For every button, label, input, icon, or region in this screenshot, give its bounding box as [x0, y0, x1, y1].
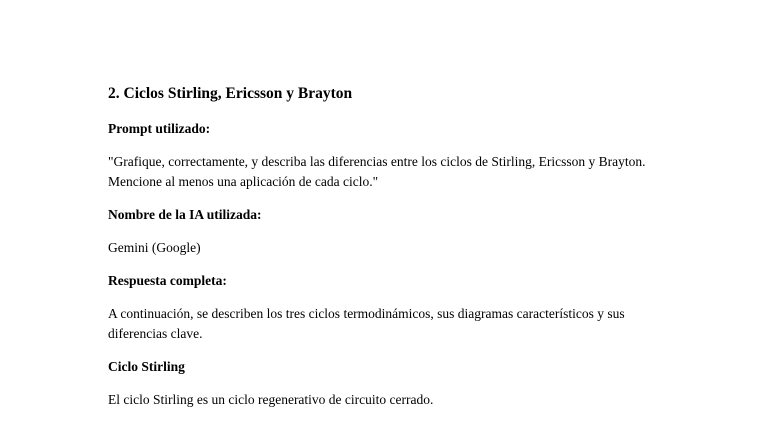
stirling-cycle-label: Ciclo Stirling	[108, 359, 185, 374]
ai-name-text: Gemini (Google)	[108, 240, 201, 255]
response-label: Respuesta completa:	[108, 273, 227, 288]
prompt-label: Prompt utilizado:	[108, 121, 211, 136]
ai-name-label: Nombre de la IA utilizada:	[108, 207, 262, 222]
stirling-cycle-text: El ciclo Stirling es un ciclo regenerativo de circuito cerrado.	[108, 392, 434, 407]
section-heading: 2. Ciclos Stirling, Ericsson y Brayton	[108, 85, 353, 102]
prompt-text: "Grafique, correctamente, y describa las diferencias entre los ciclos de Stirling, Ericsson y Brayton. Mencione al menos una aplicación de cada ciclo."	[108, 154, 646, 189]
response-intro-text: A continuación, se describen los tres ciclos termodinámicos, sus diagramas característicos y sus diferencias clave.	[108, 306, 625, 341]
